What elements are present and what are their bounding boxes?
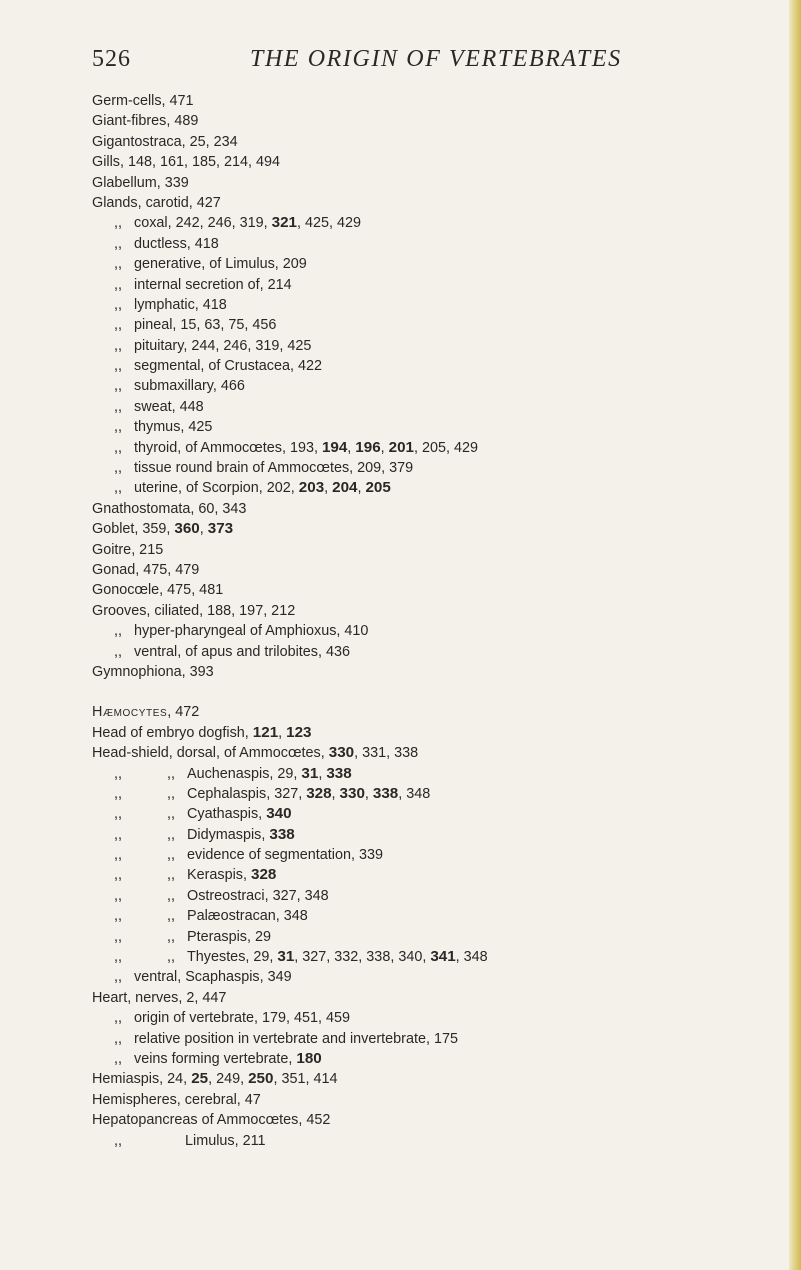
entry-text [187,865,276,885]
ditto-mark: ,, [114,460,122,477]
entry-segment: ventral, Scaphaspis, 349 [134,969,292,986]
entry-segment: evidence of segmentation, 339 [187,847,384,864]
index-subentry [0,417,790,437]
entry-segment: , 351, 414 [273,1071,338,1088]
entry-text [187,804,292,824]
page-ref-bold: 330 [339,784,365,802]
entry-text [134,621,368,641]
entry-segment: , [357,480,366,497]
page-ref-bold: 25 [191,1070,209,1088]
entry-segment: , 348 [398,785,431,802]
ditto-mark: ,, [114,806,122,823]
entry-text [187,886,329,906]
entry-segment: Hemiaspis, 24, [92,1071,192,1088]
entry-text [134,254,307,274]
entry-segment: segmental, of Crustacea, 422 [134,358,322,375]
index-subentry [0,315,790,335]
entry-text [187,784,430,804]
ditto-mark: ,, [114,643,122,660]
entry-text [92,1090,261,1110]
ditto-mark: ,, [167,826,175,843]
entry-segment: pituitary, 244, 246, 319, 425 [134,337,312,354]
index-subentry [0,784,790,804]
entry-segment: Pteraspis, 29 [187,928,271,945]
entry-text [134,336,311,356]
ditto-mark: ,, [167,908,175,925]
entry-segment: Ostreostraci, 327, 348 [187,887,329,904]
ditto-mark: ,, [114,358,122,375]
ditto-mark: ,, [114,1010,122,1027]
entry-segment: lymphatic, 418 [134,296,227,313]
entry-text [92,540,163,560]
ditto-mark: ,, [114,439,122,456]
entry-segment: Hepatopancreas of Ammocœtes, 452 [92,1112,331,1129]
page-ref-bold: 321 [271,214,297,232]
index-entry [0,743,790,763]
entry-segment: Glabellum, 339 [92,174,189,191]
entry-segment: Gymnophiona, 393 [92,663,214,680]
index-list [0,91,790,1151]
ditto-mark: ,, [114,419,122,436]
entry-text [134,417,212,437]
entry-segment: , [380,439,389,456]
page-ref-bold: 250 [248,1070,274,1088]
ditto-mark: ,, [167,928,175,945]
ditto-mark: ,, [114,969,122,986]
entry-segment: Giant-fibres, 489 [92,113,199,130]
index-subentry [0,1029,790,1049]
index-subentry [0,438,790,458]
entry-segment: sweat, 448 [134,398,204,415]
entry-segment: generative, of Limulus, 209 [134,256,307,273]
page-ref-bold: 203 [298,479,325,497]
ditto-mark: ,, [167,806,175,823]
entry-text [92,1069,337,1089]
page-ref-bold: 338 [326,764,352,782]
entry-text [92,519,233,539]
index-subentry [0,1008,790,1028]
entry-text [134,295,227,315]
entry-text [187,764,352,784]
ditto-mark: ,, [114,296,122,313]
ditto-mark: ,, [114,623,122,640]
page-ref-bold: 31 [301,764,319,782]
index-subentry [0,906,790,926]
index-entry [0,1069,790,1089]
index-subentry [0,947,790,967]
entry-segment: veins forming vertebrate, [134,1050,297,1067]
ditto-mark: ,, [167,765,175,782]
entry-text [92,193,221,213]
page-ref-bold: 201 [388,438,414,456]
page-ref-bold: 328 [306,784,332,802]
entry-text [134,315,276,335]
index-subentry [0,1131,790,1151]
entry-text [187,825,295,845]
entry-segment: thymus, 425 [134,419,213,436]
entry-segment: hyper-pharyngeal of Amphioxus, 410 [134,623,369,640]
ditto-mark: ,, [114,1030,122,1047]
entry-segment: uterine, of Scorpion, 202, [134,480,299,497]
index-subentry [0,845,790,865]
entry-segment: , [318,765,327,782]
index-entry [0,580,790,600]
entry-text [187,947,488,967]
entry-segment: Thyestes, 29, [187,949,278,966]
entry-segment: Gonad, 475, 479 [92,561,200,578]
index-subentry [0,275,790,295]
entry-text [187,927,271,947]
ditto-mark: ,, [114,867,122,884]
index-entry [0,111,790,131]
index-subentry [0,865,790,885]
entry-text [134,1049,322,1069]
index-subentry [0,397,790,417]
ditto-mark: ,, [114,378,122,395]
ditto-mark: ,, [114,215,122,232]
entry-text [92,173,189,193]
ditto-mark: ,, [114,398,122,415]
entry-text [92,1110,330,1130]
entry-segment: , 348 [455,949,488,966]
ditto-mark: ,, [114,887,122,904]
index-subentry [0,458,790,478]
page-ref-bold: 196 [355,438,381,456]
entry-segment: , [364,785,373,802]
entry-segment: Keraspis, [187,867,251,884]
entry-segment: , 205, 429 [413,439,478,456]
index-subentry [0,376,790,396]
page-ref-bold: 330 [328,744,355,762]
entry-segment: thyroid, of Ammocœtes, 193, [134,439,322,456]
entry-segment: Head of embryo dogfish, [92,724,253,741]
index-subentry [0,336,790,356]
index-entry [0,1110,790,1130]
index-entry [0,1090,790,1110]
page-ref-bold: 121 [252,723,279,741]
index-subentry [0,642,790,662]
index-entry [0,702,790,722]
index-entry [0,723,790,743]
page-ref-bold: 31 [277,948,295,966]
page-ref-bold: 204 [332,479,358,497]
index-subentry [0,478,790,498]
section-gap [0,682,790,702]
entry-text [92,132,238,152]
entry-text [92,111,198,131]
page-edge-shadow [789,0,801,1270]
index-entry [0,91,790,111]
ditto-mark: ,, [114,949,122,966]
index-entry [0,132,790,152]
ditto-mark: ,, [114,785,122,802]
entry-text [92,499,246,519]
page-ref-bold: 373 [207,520,234,538]
index-subentry [0,234,790,254]
entry-segment: Limulus, 211 [185,1132,266,1149]
entry-segment: , 425, 429 [296,215,361,232]
entry-segment: , 472 [167,704,200,721]
ditto-mark: ,, [114,1050,122,1067]
ditto-mark: ,, [114,928,122,945]
entry-segment: Germ-cells, 471 [92,93,194,109]
entry-text [134,275,292,295]
entry-segment: , [347,439,356,456]
index-subentry [0,886,790,906]
entry-segment: Head-shield, dorsal, of Ammocœtes, [92,745,329,762]
page-ref-bold: 338 [372,784,399,802]
ditto-mark: ,, [114,337,122,354]
entry-segment: Goitre, 215 [92,541,164,558]
index-entry [0,193,790,213]
page-ref-bold: 340 [266,805,292,823]
page-ref-bold: 123 [286,723,312,741]
ditto-mark: ,, [114,1132,122,1149]
entry-segment: , 327, 332, 338, 340, [294,949,431,966]
page-ref-bold: 180 [296,1049,322,1067]
page-ref-bold: 194 [321,438,348,456]
ditto-mark: ,, [114,908,122,925]
entry-text [134,213,361,233]
index-entry [0,560,790,580]
entry-segment: Hemispheres, cerebral, 47 [92,1091,261,1108]
entry-segment: Auchenaspis, 29, [187,765,302,782]
entry-segment: , 331, 338 [354,745,419,762]
ditto-mark: ,, [114,317,122,334]
entry-segment: , [278,724,287,741]
entry-segment: relative position in vertebrate and invertebrate, 175 [134,1030,458,1047]
index-entry [0,499,790,519]
index-entry [0,662,790,682]
entry-text [134,376,245,396]
entry-segment: Gnathostomata, 60, 343 [92,500,247,517]
page-ref-bold: 338 [269,825,295,843]
index-subentry [0,764,790,784]
ditto-mark: ,, [167,847,175,864]
ditto-mark: ,, [114,276,122,293]
entry-text [185,1131,266,1151]
entry-text [134,234,219,254]
entry-text [134,356,322,376]
ditto-mark: ,, [114,256,122,273]
page-ref-bold: 328 [251,866,277,884]
entry-segment: , [324,480,333,497]
entry-segment: , 249, [208,1071,249,1088]
entry-term: Hæmocytes [92,704,168,721]
entry-segment: Gigantostraca, 25, 234 [92,133,238,150]
index-entry [0,519,790,539]
entry-segment: Didymaspis, [187,826,270,843]
entry-segment: pineal, 15, 63, 75, 456 [134,317,277,334]
entry-text [92,702,199,722]
entry-text [92,601,295,621]
entry-text [92,743,418,763]
index-subentry [0,804,790,824]
entry-text [92,662,214,682]
entry-segment: Grooves, ciliated, 188, 197, 212 [92,602,296,619]
index-entry [0,540,790,560]
entry-segment: ventral, of apus and trilobites, 436 [134,643,350,660]
entry-text [134,438,478,458]
entry-text [92,723,311,743]
page-header [92,46,722,76]
page-number: 526 [92,46,131,72]
entry-segment: Heart, nerves, 2, 447 [92,989,227,1006]
index-entry [0,988,790,1008]
ditto-mark: ,, [114,765,122,782]
entry-segment: Goblet, 359, [92,521,175,538]
entry-text [134,478,391,498]
entry-text [92,988,226,1008]
entry-segment: ductless, 418 [134,235,219,252]
entry-text [92,580,223,600]
ditto-mark: ,, [114,235,122,252]
index-subentry [0,254,790,274]
index-subentry [0,621,790,641]
entry-text [187,845,383,865]
index-entry [0,152,790,172]
ditto-mark: ,, [114,480,122,497]
entry-text [92,152,280,172]
entry-text [92,91,194,111]
index-subentry [0,927,790,947]
index-subentry [0,295,790,315]
entry-text [92,560,199,580]
index-entry [0,601,790,621]
ditto-mark: ,, [114,826,122,843]
index-subentry [0,1049,790,1069]
ditto-mark: ,, [167,785,175,802]
index-subentry [0,967,790,987]
entry-segment: internal secretion of, 214 [134,276,292,293]
running-head: THE ORIGIN OF VERTEBRATES [250,46,622,72]
entry-text [134,458,413,478]
entry-segment: submaxillary, 466 [134,378,245,395]
entry-segment: Glands, carotid, 427 [92,194,221,211]
entry-text [134,1008,350,1028]
entry-segment: , [199,521,208,538]
page-ref-bold: 360 [174,520,200,538]
ditto-mark: ,, [167,867,175,884]
index-subentry [0,356,790,376]
entry-segment: Palæostracan, 348 [187,908,308,925]
ditto-mark: ,, [114,847,122,864]
entry-segment: Cephalaspis, 327, [187,785,307,802]
index-subentry [0,825,790,845]
entry-segment: Gonocœle, 475, 481 [92,582,224,599]
entry-segment: Gills, 148, 161, 185, 214, 494 [92,154,281,171]
entry-segment: origin of vertebrate, 179, 451, 459 [134,1010,351,1027]
page-ref-bold: 341 [430,948,456,966]
ditto-mark: ,, [167,949,175,966]
entry-segment: tissue round brain of Ammocœtes, 209, 379 [134,460,414,477]
entry-text [134,967,292,987]
entry-segment: coxal, 242, 246, 319, [134,215,272,232]
entry-segment: Cyathaspis, [187,806,267,823]
index-entry [0,173,790,193]
page-ref-bold: 205 [365,479,391,497]
index-subentry [0,213,790,233]
entry-segment: , [331,785,340,802]
entry-text [134,397,204,417]
entry-text [134,642,350,662]
entry-text [187,906,308,926]
entry-text [134,1029,458,1049]
ditto-mark: ,, [167,887,175,904]
